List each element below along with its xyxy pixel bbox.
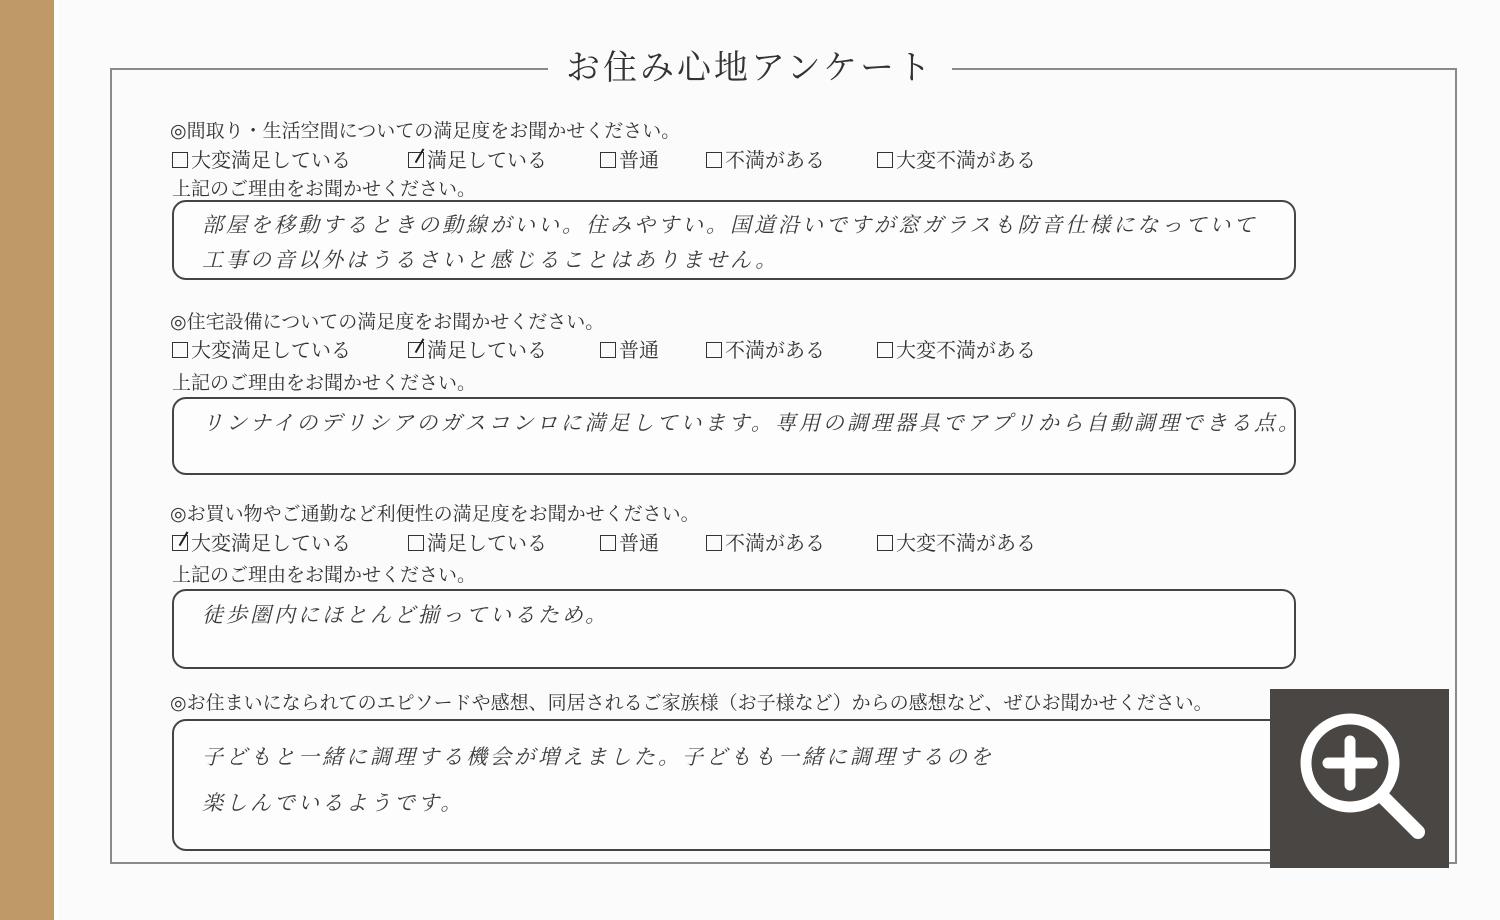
- checkbox-checked[interactable]: [408, 342, 424, 358]
- handwritten-line: リンナイのデリシアのガスコンロに満足しています。専用の調理器具でアプリから自動調理できる点。: [202, 411, 1303, 435]
- option-very-satisfied[interactable]: 大変満足している: [172, 144, 351, 173]
- checkbox[interactable]: [600, 152, 616, 168]
- handwritten-line: 部屋を移動するときの動線がいい。住みやすい。国道沿いですが窓ガラスも防音仕様になっていて: [202, 213, 1258, 237]
- side-band: [0, 0, 54, 920]
- reason-label: 上記のご理由をお聞かせください。: [172, 564, 477, 586]
- option-neutral[interactable]: 普通: [600, 527, 659, 556]
- answer-box-layout: [172, 200, 1296, 280]
- checkbox[interactable]: [600, 342, 616, 358]
- checkbox[interactable]: [877, 535, 893, 551]
- option-very-dissatisfied[interactable]: 大変不満がある: [877, 334, 1036, 363]
- zoom-button[interactable]: [1270, 689, 1449, 868]
- reason-label: 上記のご理由をお聞かせください。: [172, 372, 477, 394]
- option-dissatisfied[interactable]: 不満がある: [706, 144, 825, 173]
- survey-title: お住み心地アンケート: [0, 40, 1500, 89]
- checkbox[interactable]: [172, 152, 188, 168]
- checkbox[interactable]: [408, 535, 424, 551]
- answer-box-convenience: [172, 589, 1296, 669]
- answer-box-episode: [172, 719, 1296, 851]
- checkbox[interactable]: [706, 152, 722, 168]
- option-dissatisfied[interactable]: 不満がある: [706, 527, 825, 556]
- option-satisfied[interactable]: 満足している: [408, 527, 547, 556]
- option-very-dissatisfied[interactable]: 大変不満がある: [877, 144, 1036, 173]
- handwritten-line: 子どもと一緒に調理する機会が増えました。子どもも一緒に調理するのを: [202, 745, 994, 769]
- checkbox[interactable]: [877, 152, 893, 168]
- answer-box-equipment: [172, 397, 1303, 475]
- checkbox-checked[interactable]: [408, 152, 424, 168]
- reason-label: 上記のご理由をお聞かせください。: [172, 178, 477, 200]
- zoom-in-icon: [1270, 689, 1449, 868]
- question-layout: ◎間取り・生活空間についての満足度をお聞かせください。: [170, 120, 681, 142]
- option-satisfied[interactable]: 満足している: [408, 334, 547, 363]
- checkbox[interactable]: [600, 535, 616, 551]
- option-neutral[interactable]: 普通: [600, 144, 659, 173]
- option-very-dissatisfied[interactable]: 大変不満がある: [877, 527, 1036, 556]
- checkbox[interactable]: [706, 342, 722, 358]
- handwritten-line: 楽しんでいるようです。: [202, 791, 465, 815]
- option-neutral[interactable]: 普通: [600, 334, 659, 363]
- checkbox[interactable]: [877, 342, 893, 358]
- handwritten-line: 徒歩圏内にほとんど揃っているため。: [202, 603, 610, 627]
- question-equipment: ◎住宅設備についての満足度をお聞かせください。: [170, 311, 605, 333]
- option-dissatisfied[interactable]: 不満がある: [706, 334, 825, 363]
- option-very-satisfied[interactable]: 大変満足している: [172, 527, 351, 556]
- handwritten-line: 工事の音以外はうるさいと感じることはありません。: [202, 248, 780, 272]
- checkbox[interactable]: [172, 342, 188, 358]
- checkbox[interactable]: [706, 535, 722, 551]
- checkbox-checked[interactable]: [172, 535, 188, 551]
- option-satisfied[interactable]: 満足している: [408, 144, 547, 173]
- option-very-satisfied[interactable]: 大変満足している: [172, 334, 351, 363]
- question-episode: ◎お住まいになられてのエピソードや感想、同居されるご家族様（お子様など）からの感想など、ぜひお聞かせください。: [170, 692, 1213, 714]
- question-convenience: ◎お買い物やご通勤など利便性の満足度をお聞かせください。: [170, 503, 700, 525]
